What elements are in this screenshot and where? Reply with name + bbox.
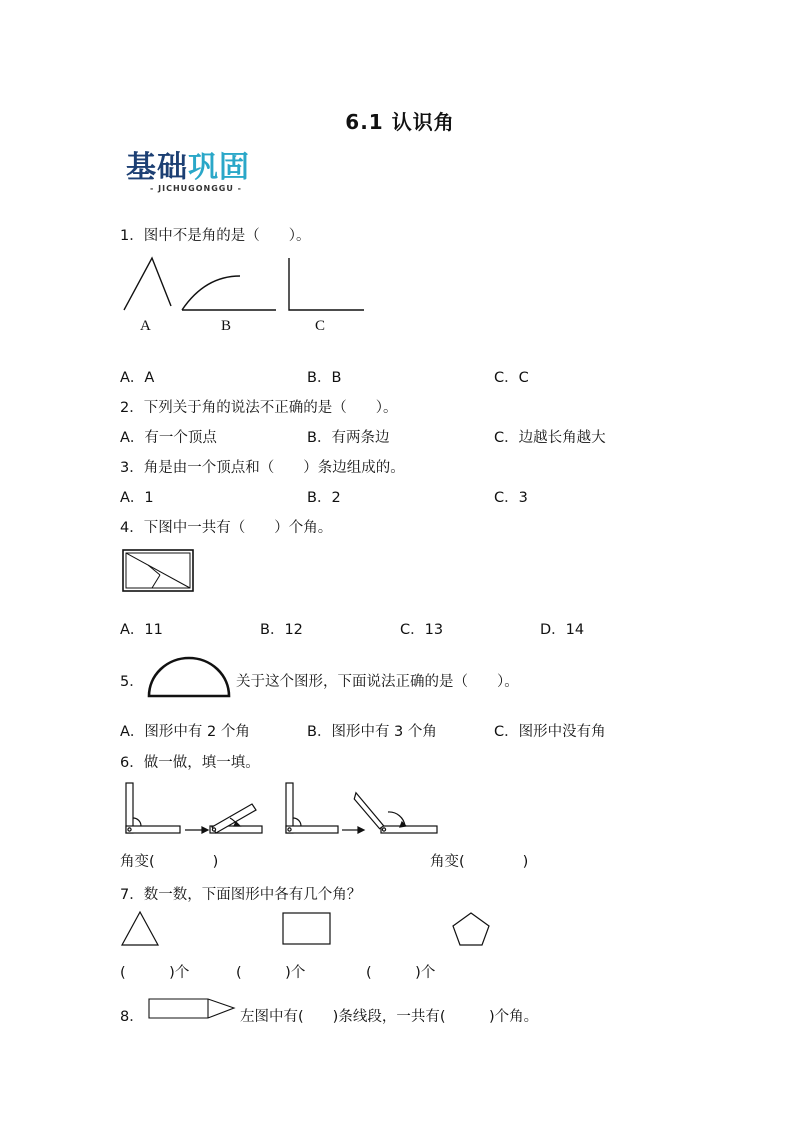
question-2: 2．下列关于角的说法不正确的是（ ）。 xyxy=(120,400,398,416)
q2-option-a[interactable]: A．有一个顶点 xyxy=(120,430,217,446)
q7-pentagon xyxy=(453,913,489,945)
q7-blank-3[interactable]: ( )个 xyxy=(366,965,436,981)
q1-figure-a-angle xyxy=(124,258,171,310)
q5-option-a[interactable]: A．图形中有 2 个角 xyxy=(120,724,250,740)
q7-triangle xyxy=(122,912,158,945)
q1-option-a[interactable]: A．A xyxy=(120,370,155,386)
question-8: 左图中有( )条线段，一共有( )个角。 xyxy=(240,1009,539,1025)
section-banner xyxy=(126,148,268,188)
q7-blank-1[interactable]: ( )个 xyxy=(120,965,190,981)
q2-option-b[interactable]: B．有两条边 xyxy=(307,430,390,446)
q5-option-c[interactable]: C．图形中没有角 xyxy=(494,724,606,740)
q4-option-c[interactable]: C．13 xyxy=(400,622,444,638)
q5-semicircle-figure xyxy=(146,654,232,700)
q3-option-a[interactable]: A．1 xyxy=(120,490,154,506)
q3-option-b[interactable]: B．2 xyxy=(307,490,341,506)
q7-blank-2[interactable]: ( )个 xyxy=(236,965,306,981)
q6-blank-1[interactable]: 角变( ) xyxy=(120,854,219,870)
q1-option-c[interactable]: C．C xyxy=(494,370,529,386)
question-1: 1．图中不是角的是（ ）。 xyxy=(120,228,311,244)
question-7: 7．数一数，下面图形中各有几个角？ xyxy=(120,887,362,903)
question-8-number: 8． xyxy=(120,1009,144,1025)
q2-option-c[interactable]: C．边越长角越大 xyxy=(494,430,606,446)
page-title: 6.1 认识角 xyxy=(345,110,455,134)
q1-label-c: C xyxy=(315,318,326,334)
q1-label-a: A xyxy=(140,318,151,334)
question-4: 4．下图中一共有（ ）个角。 xyxy=(120,520,333,536)
q3-option-c[interactable]: C．3 xyxy=(494,490,528,506)
q6-rulers-figure xyxy=(0,778,800,848)
q4-option-a[interactable]: A．11 xyxy=(120,622,163,638)
q7-shapes-figure xyxy=(0,908,500,952)
q1-figure-b-curve xyxy=(182,276,240,310)
q4-rectangle-figure xyxy=(122,549,202,595)
banner-text-part1: 基础 xyxy=(126,150,188,185)
question-6: 6．做一做，填一填。 xyxy=(120,755,260,771)
q5-option-b[interactable]: B．图形中有 3 个角 xyxy=(307,724,437,740)
q1-label-b: B xyxy=(221,318,232,334)
banner-text-part2: 巩固 xyxy=(188,150,250,185)
question-5: 关于这个图形，下面说法正确的是（ ）。 xyxy=(236,674,519,690)
q4-option-d[interactable]: D．14 xyxy=(540,622,585,638)
q6-blank-2[interactable]: 角变( ) xyxy=(430,854,529,870)
q8-pencil-figure xyxy=(146,996,246,1026)
q4-option-b[interactable]: B．12 xyxy=(260,622,303,638)
banner-subtitle: - JICHUGONGGU - xyxy=(150,184,242,193)
question-5-number: 5． xyxy=(120,674,144,690)
q7-rectangle xyxy=(283,913,330,944)
q1-figures xyxy=(0,250,800,370)
q1-figure-c-right-angle xyxy=(289,258,364,310)
question-3: 3．角是由一个顶点和（ ）条边组成的。 xyxy=(120,460,405,476)
q1-option-b[interactable]: B．B xyxy=(307,370,342,386)
